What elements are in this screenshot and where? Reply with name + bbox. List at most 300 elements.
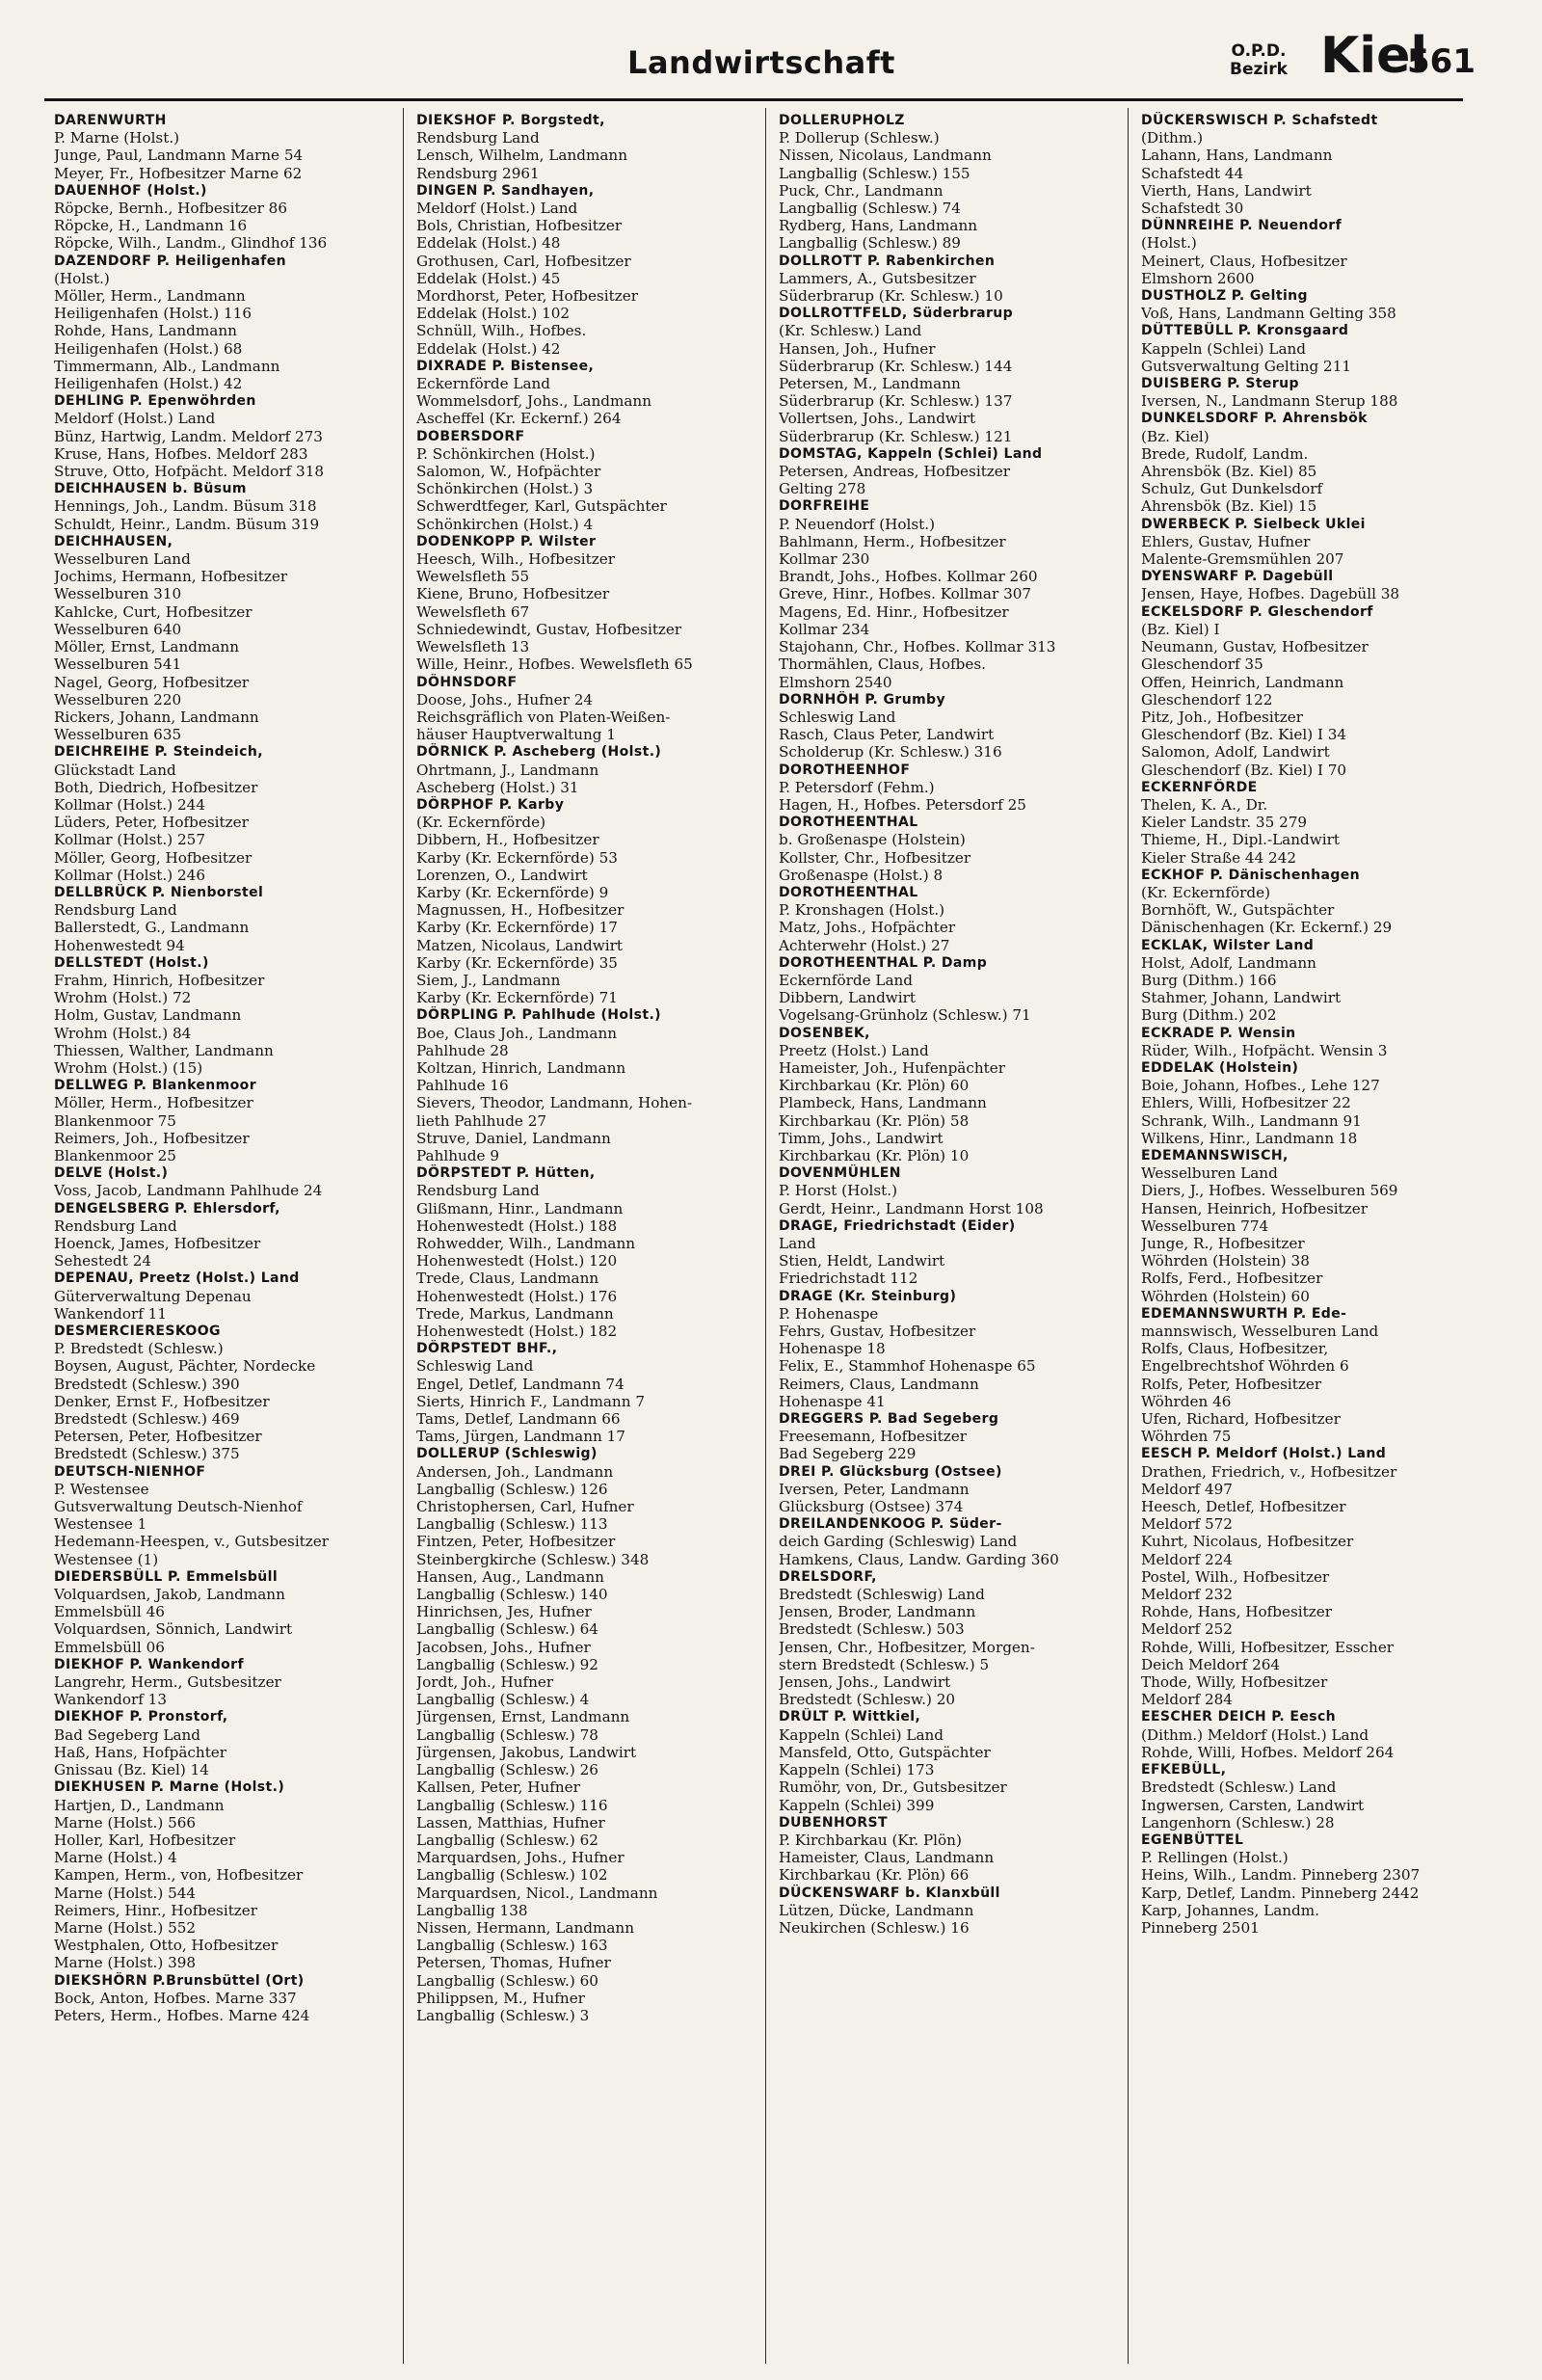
- directory-entry: Lorenzen, O., Landwirt: [416, 866, 588, 884]
- directory-entry: Ahrensbök (Bz. Kiel) 85: [1141, 463, 1317, 481]
- directory-entry: Magens, Ed. Hinr., Hofbesitzer: [779, 602, 1009, 621]
- directory-entry: Doose, Johs., Hufner 24: [416, 690, 594, 709]
- place-heading: DELLSTEDT (Holst.): [54, 954, 209, 971]
- place-heading: EDDELAK (Holstein): [1141, 1059, 1299, 1076]
- directory-entry: Magnussen, H., Hofbesitzer: [416, 901, 625, 920]
- directory-entry: Fintzen, Peter, Hofbesitzer: [416, 1533, 616, 1551]
- directory-entry: Kiene, Bruno, Hofbesitzer: [416, 585, 610, 603]
- directory-entry: Lüders, Peter, Hofbesitzer: [54, 814, 249, 832]
- directory-entry: Thiessen, Walther, Landmann: [54, 1041, 274, 1059]
- directory-entry: Emmelsbüll 46: [54, 1603, 165, 1621]
- directory-entry: Wille, Heinr., Hofbes. Wewelsfleth 65: [416, 655, 693, 674]
- directory-entry: Volquardsen, Sönnich, Landwirt: [54, 1620, 293, 1639]
- directory-entry: Hohenaspe 18: [779, 1340, 886, 1358]
- directory-entry: Bornhöft, W., Gutspächter: [1141, 901, 1335, 920]
- directory-entry: Wesselburen Land: [54, 550, 191, 569]
- directory-entry: Wesselburen 640: [54, 620, 182, 638]
- place-heading: DODENKOPP P. Wilster: [416, 533, 597, 549]
- directory-entry: Wesselburen 310: [54, 585, 182, 603]
- directory-entry: Stien, Heldt, Landwirt: [779, 1252, 945, 1270]
- directory-entry: Gutsverwaltung Deutsch-Nienhof: [54, 1498, 303, 1516]
- directory-entry: Langballig (Schlesw.) 116: [416, 1796, 608, 1814]
- directory-entry: Güterverwaltung Depenau: [54, 1287, 252, 1305]
- directory-entry: Heesch, Wilh., Hofbesitzer: [416, 550, 616, 569]
- directory-entry: Petersen, Thomas, Hufner: [416, 1954, 611, 1972]
- directory-entry: Tams, Jürgen, Landmann 17: [416, 1428, 625, 1446]
- place-heading: EESCH P. Meldorf (Holst.) Land: [1141, 1446, 1387, 1462]
- place-heading: DUSTHOLZ P. Gelting: [1141, 288, 1308, 305]
- directory-entry: Pahlhude 28: [416, 1041, 509, 1059]
- directory-entry: Meldorf 232: [1141, 1586, 1233, 1604]
- directory-entry: Marne (Holst.) 398: [54, 1954, 197, 1972]
- directory-entry: Wrohm (Holst.) 72: [54, 989, 192, 1007]
- directory-entry: Süderbrarup (Kr. Schlesw.) 121: [779, 427, 1013, 445]
- directory-entry: Petersen, M., Landmann: [779, 375, 961, 393]
- directory-entry: Eddelak (Holst.) 42: [416, 339, 561, 358]
- directory-entry: Thode, Willy, Hofbesitzer: [1141, 1673, 1328, 1692]
- directory-entry: Rendsburg 2961: [416, 164, 540, 182]
- directory-entry: Sierts, Hinrich F., Landmann 7: [416, 1392, 645, 1410]
- directory-entry: Wesselburen 774: [1141, 1217, 1269, 1235]
- directory-entry: Scholderup (Kr. Schlesw.) 316: [779, 743, 1002, 762]
- directory-entry: Dibbern, H., Hofbesitzer: [416, 831, 599, 849]
- directory-entry: Glücksburg (Ostsee) 374: [779, 1498, 964, 1516]
- directory-entry: Neumann, Gustav, Hofbesitzer: [1141, 638, 1369, 656]
- directory-entry: Blankenmoor 25: [54, 1146, 176, 1164]
- directory-entry: Kollster, Chr., Hofbesitzer: [779, 848, 971, 867]
- directory-entry: Kollmar 230: [779, 550, 870, 569]
- directory-entry: stern Bredstedt (Schlesw.) 5: [779, 1655, 990, 1673]
- directory-entry: Rohwedder, Wilh., Landmann: [416, 1235, 636, 1252]
- directory-entry: Nagel, Georg, Hofbesitzer: [54, 673, 250, 691]
- directory-entry: Rohde, Willi, Hofbesitzer, Esscher: [1141, 1638, 1395, 1656]
- directory-entry: Stajohann, Chr., Hofbes. Kollmar 313: [779, 638, 1056, 656]
- directory-entry: Petersen, Andreas, Hofbesitzer: [779, 463, 1011, 481]
- column-divider: [765, 108, 766, 2364]
- directory-entry: Marne (Holst.) 4: [54, 1849, 177, 1867]
- directory-entry: Rendsburg Land: [416, 129, 540, 147]
- directory-entry: Karp, Johannes, Landm.: [1141, 1901, 1319, 1919]
- directory-entry: Wilkens, Hinr., Landmann 18: [1141, 1129, 1358, 1147]
- place-heading: DREGGERS P. Bad Segeberg: [779, 1411, 999, 1428]
- column-2: [416, 112, 763, 2358]
- place-heading: DEUTSCH-NIENHOF: [54, 1463, 206, 1480]
- directory-entry: Nissen, Hermann, Landmann: [416, 1918, 634, 1937]
- directory-entry: Heiligenhafen (Holst.) 68: [54, 339, 243, 358]
- directory-entry: Langballig (Schlesw.) 163: [416, 1937, 608, 1955]
- directory-entry: Felix, E., Stammhof Hohenaspe 65: [779, 1357, 1036, 1376]
- directory-entry: Engel, Detlef, Landmann 74: [416, 1375, 625, 1393]
- directory-entry: Kappeln (Schlei) 399: [779, 1796, 935, 1814]
- directory-entry: Kollmar (Holst.) 246: [54, 866, 205, 884]
- directory-entry: Friedrichstadt 112: [779, 1270, 918, 1288]
- directory-entry: Glißmann, Hinr., Landmann: [416, 1199, 624, 1217]
- directory-entry: Meldorf 497: [1141, 1480, 1233, 1498]
- directory-entry: Denker, Ernst F., Hofbesitzer: [54, 1392, 270, 1410]
- directory-entry: P. Kronshagen (Holst.): [779, 901, 945, 920]
- directory-entry: Wommelsdorf, Johs., Landmann: [416, 392, 651, 411]
- directory-entry: Fehrs, Gustav, Hofbesitzer: [779, 1323, 976, 1341]
- directory-entry: Emmelsbüll 06: [54, 1638, 165, 1656]
- directory-entry: Salomon, W., Hofpächter: [416, 463, 601, 481]
- directory-entry: Iversen, Peter, Landmann: [779, 1480, 970, 1498]
- directory-entry: Stahmer, Johann, Landwirt: [1141, 989, 1342, 1007]
- directory-entry: Rolfs, Peter, Hofbesitzer: [1141, 1375, 1322, 1393]
- directory-entry: Kruse, Hans, Hofbes. Meldorf 283: [54, 444, 308, 463]
- directory-entry: Süderbrarup (Kr. Schlesw.) 137: [779, 392, 1013, 411]
- directory-entry: Rohde, Willi, Hofbes. Meldorf 264: [1141, 1743, 1395, 1761]
- directory-entry: Meinert, Claus, Hofbesitzer: [1141, 252, 1347, 270]
- directory-entry: Bünz, Hartwig, Landm. Meldorf 273: [54, 427, 323, 445]
- directory-entry: Langballig (Schlesw.) 126: [416, 1480, 608, 1498]
- directory-entry: Kirchbarkau (Kr. Plön) 10: [779, 1146, 970, 1164]
- directory-entry: Gutsverwaltung Gelting 211: [1141, 357, 1352, 375]
- directory-entry: Meldorf 252: [1141, 1620, 1233, 1639]
- directory-entry: Reichsgräflich von Platen-Weißen-: [416, 708, 671, 726]
- directory-entry: Offen, Heinrich, Landmann: [1141, 673, 1344, 691]
- directory-entry: Hoenck, James, Hofbesitzer: [54, 1235, 261, 1252]
- place-heading: DEPENAU, Preetz (Holst.) Land: [54, 1270, 300, 1287]
- directory-entry: Preetz (Holst.) Land: [779, 1041, 929, 1059]
- directory-entry: (Dithm.) Meldorf (Holst.) Land: [1141, 1725, 1369, 1744]
- directory-entry: Peters, Herm., Hofbes. Marne 424: [54, 2006, 310, 2024]
- directory-entry: Wesselburen Land: [1141, 1164, 1278, 1183]
- place-heading: DOLLROTT P. Rabenkirchen: [779, 253, 996, 269]
- directory-entry: Röpcke, Bernh., Hofbesitzer 86: [54, 200, 287, 218]
- directory-entry: Jensen, Johs., Landwirt: [779, 1673, 951, 1692]
- directory-entry: Röpcke, H., Landmann 16: [54, 217, 248, 235]
- directory-entry: P. Rellingen (Holst.): [1141, 1849, 1289, 1867]
- directory-entry: Wewelsfleth 55: [416, 568, 530, 586]
- place-heading: DIEKHUSEN P. Marne (Holst.): [54, 1779, 285, 1796]
- directory-entry: Kieler Straße 44 242: [1141, 848, 1297, 867]
- directory-entry: Wesselburen 635: [54, 726, 182, 744]
- directory-entry: Schnüll, Wilh., Hofbes.: [416, 322, 587, 340]
- directory-entry: Schuldt, Heinr., Landm. Büsum 319: [54, 515, 320, 533]
- directory-entry: häuser Hauptverwaltung 1: [416, 726, 617, 744]
- directory-entry: Boie, Johann, Hofbes., Lehe 127: [1141, 1077, 1380, 1095]
- place-heading: DEICHHAUSEN b. Büsum: [54, 481, 247, 497]
- directory-entry: Wesselburen 541: [54, 655, 182, 674]
- directory-entry: Hinrichsen, Jes, Hufner: [416, 1603, 592, 1621]
- directory-entry: Reimers, Hinr., Hofbesitzer: [54, 1901, 258, 1919]
- directory-entry: Marne (Holst.) 552: [54, 1918, 197, 1937]
- directory-entry: Jürgensen, Ernst, Landmann: [416, 1708, 630, 1726]
- place-heading: ECKELSDORF P. Gleschendorf: [1141, 603, 1373, 620]
- directory-entry: Hohenwestedt (Holst.) 120: [416, 1252, 618, 1270]
- directory-entry: Tams, Detlef, Landmann 66: [416, 1410, 621, 1429]
- directory-entry: Rüder, Wilh., Hofpächt. Wensin 3: [1141, 1041, 1388, 1059]
- directory-entry: Rendsburg Land: [416, 1182, 540, 1200]
- place-heading: DOLLROTTFELD, Süderbrarup: [779, 306, 1014, 322]
- place-heading: DIEKHOF P. Pronstorf,: [54, 1709, 228, 1725]
- page-number: 561: [1407, 42, 1476, 81]
- directory-entry: Glückstadt Land: [54, 761, 176, 779]
- directory-entry: mannswisch, Wesselburen Land: [1141, 1323, 1379, 1341]
- place-heading: DOLLERUPHOLZ: [779, 113, 905, 128]
- directory-entry: Vogelsang-Grünholz (Schlesw.) 71: [779, 1006, 1031, 1025]
- directory-entry: Pahlhude 9: [416, 1146, 499, 1164]
- directory-entry: Langrehr, Herm., Gutsbesitzer: [54, 1673, 281, 1692]
- directory-entry: Kallsen, Peter, Hufner: [416, 1778, 580, 1797]
- directory-entry: Ohrtmann, J., Landmann: [416, 761, 599, 779]
- directory-entry: Karby (Kr. Eckernförde) 9: [416, 883, 609, 901]
- directory-entry: Holler, Karl, Hofbesitzer: [54, 1831, 236, 1849]
- directory-entry: Rohde, Hans, Landmann: [54, 322, 237, 340]
- directory-entry: Westphalen, Otto, Hofbesitzer: [54, 1937, 279, 1955]
- place-heading: DEHLING P. Epenwöhrden: [54, 393, 256, 410]
- directory-entry: Wöhrden (Holstein) 38: [1141, 1252, 1310, 1270]
- directory-entry: Wewelsfleth 67: [416, 602, 530, 621]
- place-heading: ECKRADE P. Wensin: [1141, 1025, 1296, 1041]
- place-heading: DÖRPSTEDT P. Hütten,: [416, 1165, 596, 1182]
- directory-entry: Kappeln (Schlei) 173: [779, 1761, 935, 1779]
- place-heading: DAUENHOF (Holst.): [54, 182, 207, 199]
- directory-entry: Süderbrarup (Kr. Schlesw.) 144: [779, 357, 1013, 375]
- directory-entry: Ufen, Richard, Hofbesitzer: [1141, 1410, 1341, 1429]
- directory-entry: Süderbrarup (Kr. Schlesw.) 10: [779, 287, 1003, 306]
- column-divider: [1128, 108, 1129, 2364]
- directory-entry: Hohenwestedt (Holst.) 188: [416, 1217, 618, 1235]
- directory-entry: Trede, Markus, Landmann: [416, 1304, 614, 1323]
- directory-entry: Reimers, Claus, Landmann: [779, 1375, 979, 1393]
- directory-entry: Mansfeld, Otto, Gutspächter: [779, 1743, 991, 1761]
- directory-entry: Langballig 138: [416, 1901, 528, 1919]
- directory-entry: Gerdt, Heinr., Landmann Horst 108: [779, 1199, 1044, 1217]
- directory-entry: deich Garding (Schleswig) Land: [779, 1533, 1018, 1551]
- place-heading: DUNKELSDORF P. Ahrensbök: [1141, 411, 1368, 427]
- directory-entry: Kollmar (Holst.) 244: [54, 795, 205, 814]
- directory-entry: Eddelak (Holst.) 45: [416, 269, 561, 287]
- directory-entry: Rohde, Hans, Hofbesitzer: [1141, 1603, 1332, 1621]
- directory-entry: Heiligenhafen (Holst.) 116: [54, 305, 252, 323]
- place-heading: EESCHER DEICH P. Eesch: [1141, 1709, 1337, 1725]
- directory-entry: Thieme, H., Dipl.-Landwirt: [1141, 831, 1340, 849]
- directory-entry: Karby (Kr. Eckernförde) 17: [416, 919, 618, 937]
- place-heading: DÖRNICK P. Ascheberg (Holst.): [416, 744, 662, 761]
- directory-entry: Timm, Johs., Landwirt: [779, 1129, 944, 1147]
- directory-entry: Hansen, Joh., Hufner: [779, 339, 936, 358]
- directory-entry: Schönkirchen (Holst.) 3: [416, 480, 594, 498]
- directory-entry: Vollertsen, Johs., Landwirt: [779, 410, 976, 428]
- directory-entry: Andersen, Joh., Landmann: [416, 1462, 614, 1481]
- directory-entry: P. Horst (Holst.): [779, 1182, 897, 1200]
- directory-entry: Mordhorst, Peter, Hofbesitzer: [416, 287, 638, 306]
- directory-entry: (Kr. Schlesw.) Land: [779, 322, 922, 340]
- directory-entry: Pitz, Joh., Hofbesitzer: [1141, 708, 1304, 726]
- column-4: [1141, 112, 1488, 2358]
- directory-entry: Jochims, Hermann, Hofbesitzer: [54, 568, 288, 586]
- directory-entry: Kirchbarkau (Kr. Plön) 58: [779, 1111, 970, 1130]
- directory-entry: Möller, Herm., Hofbesitzer: [54, 1094, 253, 1112]
- place-heading: DOROTHEENHOF: [779, 762, 911, 778]
- directory-entry: Hansen, Heinrich, Hofbesitzer: [1141, 1199, 1368, 1217]
- place-heading: DÜTTEBÜLL P. Kronsgaard: [1141, 323, 1349, 339]
- directory-entry: Siem, J., Landmann: [416, 971, 561, 989]
- directory-entry: Bahlmann, Herm., Hofbesitzer: [779, 532, 1006, 550]
- directory-entry: Bredstedt (Schlesw.) 375: [54, 1445, 240, 1463]
- place-heading: DENGELSBERG P. Ehlersdorf,: [54, 1200, 280, 1217]
- directory-entry: Heins, Wilh., Landm. Pinneberg 2307: [1141, 1866, 1421, 1885]
- directory-entry: Junge, Paul, Landmann Marne 54: [54, 147, 304, 165]
- directory-entry: Langballig (Schlesw.) 64: [416, 1620, 598, 1639]
- directory-entry: Wöhrden 75: [1141, 1428, 1232, 1446]
- directory-entry: Hansen, Aug., Landmann: [416, 1567, 604, 1586]
- directory-entry: Wrohm (Holst.) (15): [54, 1058, 203, 1077]
- directory-entry: P. Westensee: [54, 1480, 149, 1498]
- directory-entry: Bols, Christian, Hofbesitzer: [416, 217, 623, 235]
- directory-entry: Matz, Johs., Hofpächter: [779, 919, 956, 937]
- directory-entry: (Kr. Eckernförde): [416, 814, 546, 832]
- place-heading: DOROTHEENTHAL: [779, 815, 918, 831]
- directory-entry: Land: [779, 1235, 816, 1252]
- directory-entry: Karp, Detlef, Landm. Pinneberg 2442: [1141, 1884, 1420, 1902]
- directory-entry: Möller, Herm., Landmann: [54, 287, 246, 306]
- directory-entry: Bredstedt (Schlesw.) 503: [779, 1620, 965, 1639]
- directory-entry: Ascheberg (Holst.) 31: [416, 778, 579, 796]
- city-name: Kiel: [1320, 27, 1428, 85]
- place-heading: EDEMANNSWURTH P. Ede-: [1141, 1305, 1347, 1322]
- directory-entry: Langballig (Schlesw.) 140: [416, 1586, 608, 1604]
- directory-entry: Matzen, Nicolaus, Landwirt: [416, 936, 623, 954]
- place-heading: DIXRADE P. Bistensee,: [416, 358, 595, 374]
- directory-entry: Koltzan, Hinrich, Landmann: [416, 1058, 626, 1077]
- directory-entry: Neukirchen (Schlesw.) 16: [779, 1918, 970, 1937]
- directory-entry: Hartjen, D., Landmann: [54, 1796, 225, 1814]
- directory-entry: P. Hohenaspe: [779, 1304, 879, 1323]
- directory-entry: Plambeck, Hans, Landmann: [779, 1094, 987, 1112]
- directory-entry: Ehlers, Gustav, Hufner: [1141, 532, 1311, 550]
- directory-entry: Postel, Wilh., Hofbesitzer: [1141, 1567, 1330, 1586]
- place-heading: DELLWEG P. Blankenmoor: [54, 1078, 257, 1094]
- directory-entry: Sehestedt 24: [54, 1252, 152, 1270]
- directory-entry: Röpcke, Wilh., Landm., Glindhof 136: [54, 234, 328, 253]
- directory-entry: Wankendorf 11: [54, 1304, 167, 1323]
- place-heading: DAZENDORF P. Heiligenhafen: [54, 253, 286, 269]
- opd-label: O.P.D.: [1231, 41, 1287, 61]
- directory-entry: Lensch, Wilhelm, Landmann: [416, 147, 627, 165]
- directory-entry: Lützen, Dücke, Landmann: [779, 1901, 974, 1919]
- place-heading: DUBENHORST: [779, 1814, 888, 1831]
- directory-entry: Westensee 1: [54, 1515, 147, 1534]
- directory-entry: Struve, Otto, Hofpächt. Meldorf 318: [54, 463, 325, 481]
- directory-entry: (Holst.): [1141, 234, 1197, 253]
- place-heading: DRAGE (Kr. Steinburg): [779, 1288, 957, 1304]
- place-heading: DREILANDENKOOG P. Süder-: [779, 1516, 1002, 1533]
- directory-entry: Langballig (Schlesw.) 155: [779, 164, 970, 182]
- place-heading: ECKHOF P. Dänischenhagen: [1141, 867, 1361, 883]
- directory-entry: Freesemann, Hofbesitzer: [779, 1428, 967, 1446]
- directory-entry: Lassen, Matthias, Hufner: [416, 1813, 605, 1832]
- directory-entry: Burg (Dithm.) 202: [1141, 1006, 1277, 1025]
- directory-entry: Langballig (Schlesw.) 89: [779, 234, 961, 253]
- directory-entry: Christophersen, Carl, Hufner: [416, 1498, 634, 1516]
- directory-entry: Bredstedt (Schlesw.) 20: [779, 1691, 956, 1709]
- directory-entry: Jacobsen, Johs., Hufner: [416, 1638, 591, 1656]
- directory-entry: Junge, R., Hofbesitzer: [1141, 1235, 1305, 1252]
- place-heading: DOBERSDORF: [416, 428, 525, 444]
- directory-entry: Bredstedt (Schleswig) Land: [779, 1586, 985, 1604]
- directory-entry: Langballig (Schlesw.) 113: [416, 1515, 608, 1534]
- directory-entry: Hohenwestedt 94: [54, 936, 185, 954]
- directory-entry: Volquardsen, Jakob, Landmann: [54, 1586, 285, 1604]
- place-heading: EFKEBÜLL,: [1141, 1762, 1227, 1778]
- place-heading: DRAGE, Friedrichstadt (Eider): [779, 1217, 1016, 1234]
- directory-entry: Heiligenhafen (Holst.) 42: [54, 375, 243, 393]
- place-heading: DIEKHOF P. Wankendorf: [54, 1656, 244, 1672]
- directory-entry: Hohenaspe 41: [779, 1392, 886, 1410]
- bezirk-label: Bezirk: [1230, 60, 1288, 79]
- directory-entry: Hohenwestedt (Holst.) 176: [416, 1287, 618, 1305]
- directory-entry: Grothusen, Carl, Hofbesitzer: [416, 252, 631, 270]
- place-heading: DÜCKENSWARF b. Klanxbüll: [779, 1885, 1000, 1901]
- directory-entry: Wöhrden 46: [1141, 1392, 1232, 1410]
- directory-entry: Holm, Gustav, Landmann: [54, 1006, 242, 1025]
- directory-entry: Ascheffel (Kr. Eckernf.) 264: [416, 410, 622, 428]
- directory-entry: Kieler Landstr. 35 279: [1141, 814, 1308, 832]
- directory-entry: Eckernförde Land: [416, 375, 551, 393]
- directory-entry: Kirchbarkau (Kr. Plön) 60: [779, 1077, 970, 1095]
- directory-entry: Jensen, Haye, Hofbes. Dagebüll 38: [1141, 585, 1400, 603]
- directory-entry: Burg (Dithm.) 166: [1141, 971, 1277, 989]
- column-3: [779, 112, 1126, 2358]
- directory-entry: Gnissau (Bz. Kiel) 14: [54, 1761, 209, 1779]
- directory-entry: Schleswig Land: [779, 708, 896, 726]
- directory-entry: Voss, Jacob, Landmann Pahlhude 24: [54, 1182, 323, 1200]
- directory-entry: Jürgensen, Jakobus, Landwirt: [416, 1743, 637, 1761]
- column-1: [54, 112, 401, 2358]
- directory-entry: Meldorf (Holst.) Land: [416, 200, 578, 218]
- directory-entry: Gelting 278: [779, 480, 866, 498]
- directory-entry: Lammers, A., Gutsbesitzer: [779, 269, 976, 287]
- directory-entry: Hameister, Claus, Landmann: [779, 1849, 995, 1867]
- directory-entry: Westensee (1): [54, 1550, 159, 1568]
- directory-entry: Marquardsen, Johs., Hufner: [416, 1849, 625, 1867]
- directory-entry: Salomon, Adolf, Landwirt: [1141, 743, 1330, 762]
- directory-entry: Rasch, Claus Peter, Landwirt: [779, 726, 995, 744]
- place-heading: DIEKSHÖRN P.Brunsbüttel (Ort): [54, 1972, 305, 1989]
- directory-entry: Bredstedt (Schlesw.) 390: [54, 1375, 240, 1393]
- place-heading: DOROTHEENTHAL: [779, 884, 918, 900]
- directory-entry: Bad Segeberg 229: [779, 1445, 917, 1463]
- directory-entry: Eckernförde Land: [779, 971, 914, 989]
- directory-entry: Jensen, Chr., Hofbesitzer, Morgen-: [779, 1638, 1035, 1656]
- directory-entry: Wankendorf 13: [54, 1691, 167, 1709]
- directory-entry: Elmshorn 2540: [779, 673, 892, 691]
- directory-entry: Hagen, H., Hofbes. Petersdorf 25: [779, 795, 1026, 814]
- place-heading: EGENBÜTTEL: [1141, 1832, 1244, 1848]
- place-heading: DORFREIHE: [779, 498, 870, 515]
- directory-entry: Gleschendorf (Bz. Kiel) I 70: [1141, 761, 1347, 779]
- directory-entry: Dibbern, Landwirt: [779, 989, 917, 1007]
- directory-entry: Langballig (Schlesw.) 92: [416, 1655, 598, 1673]
- directory-entry: (Bz. Kiel): [1141, 427, 1210, 445]
- directory-entry: Gleschendorf (Bz. Kiel) I 34: [1141, 726, 1347, 744]
- column-divider: [403, 108, 404, 2364]
- place-heading: DUISBERG P. Sterup: [1141, 376, 1299, 392]
- directory-entry: Langballig (Schlesw.) 26: [416, 1761, 598, 1779]
- directory-entry: Thormählen, Claus, Hofbes.: [779, 655, 986, 674]
- directory-entry: Thelen, K. A., Dr.: [1141, 795, 1268, 814]
- directory-entry: Rumöhr, von, Dr., Gutsbesitzer: [779, 1778, 1007, 1797]
- directory-entry: Wewelsfleth 13: [416, 638, 530, 656]
- place-heading: DELLBRÜCK P. Nienborstel: [54, 884, 264, 900]
- directory-entry: Achterwehr (Holst.) 27: [779, 936, 950, 954]
- directory-entry: Elmshorn 2600: [1141, 269, 1255, 287]
- directory-entry: Eddelak (Holst.) 48: [416, 234, 561, 253]
- directory-entry: Meldorf (Holst.) Land: [54, 410, 216, 428]
- directory-entry: Iversen, N., Landmann Sterup 188: [1141, 392, 1398, 411]
